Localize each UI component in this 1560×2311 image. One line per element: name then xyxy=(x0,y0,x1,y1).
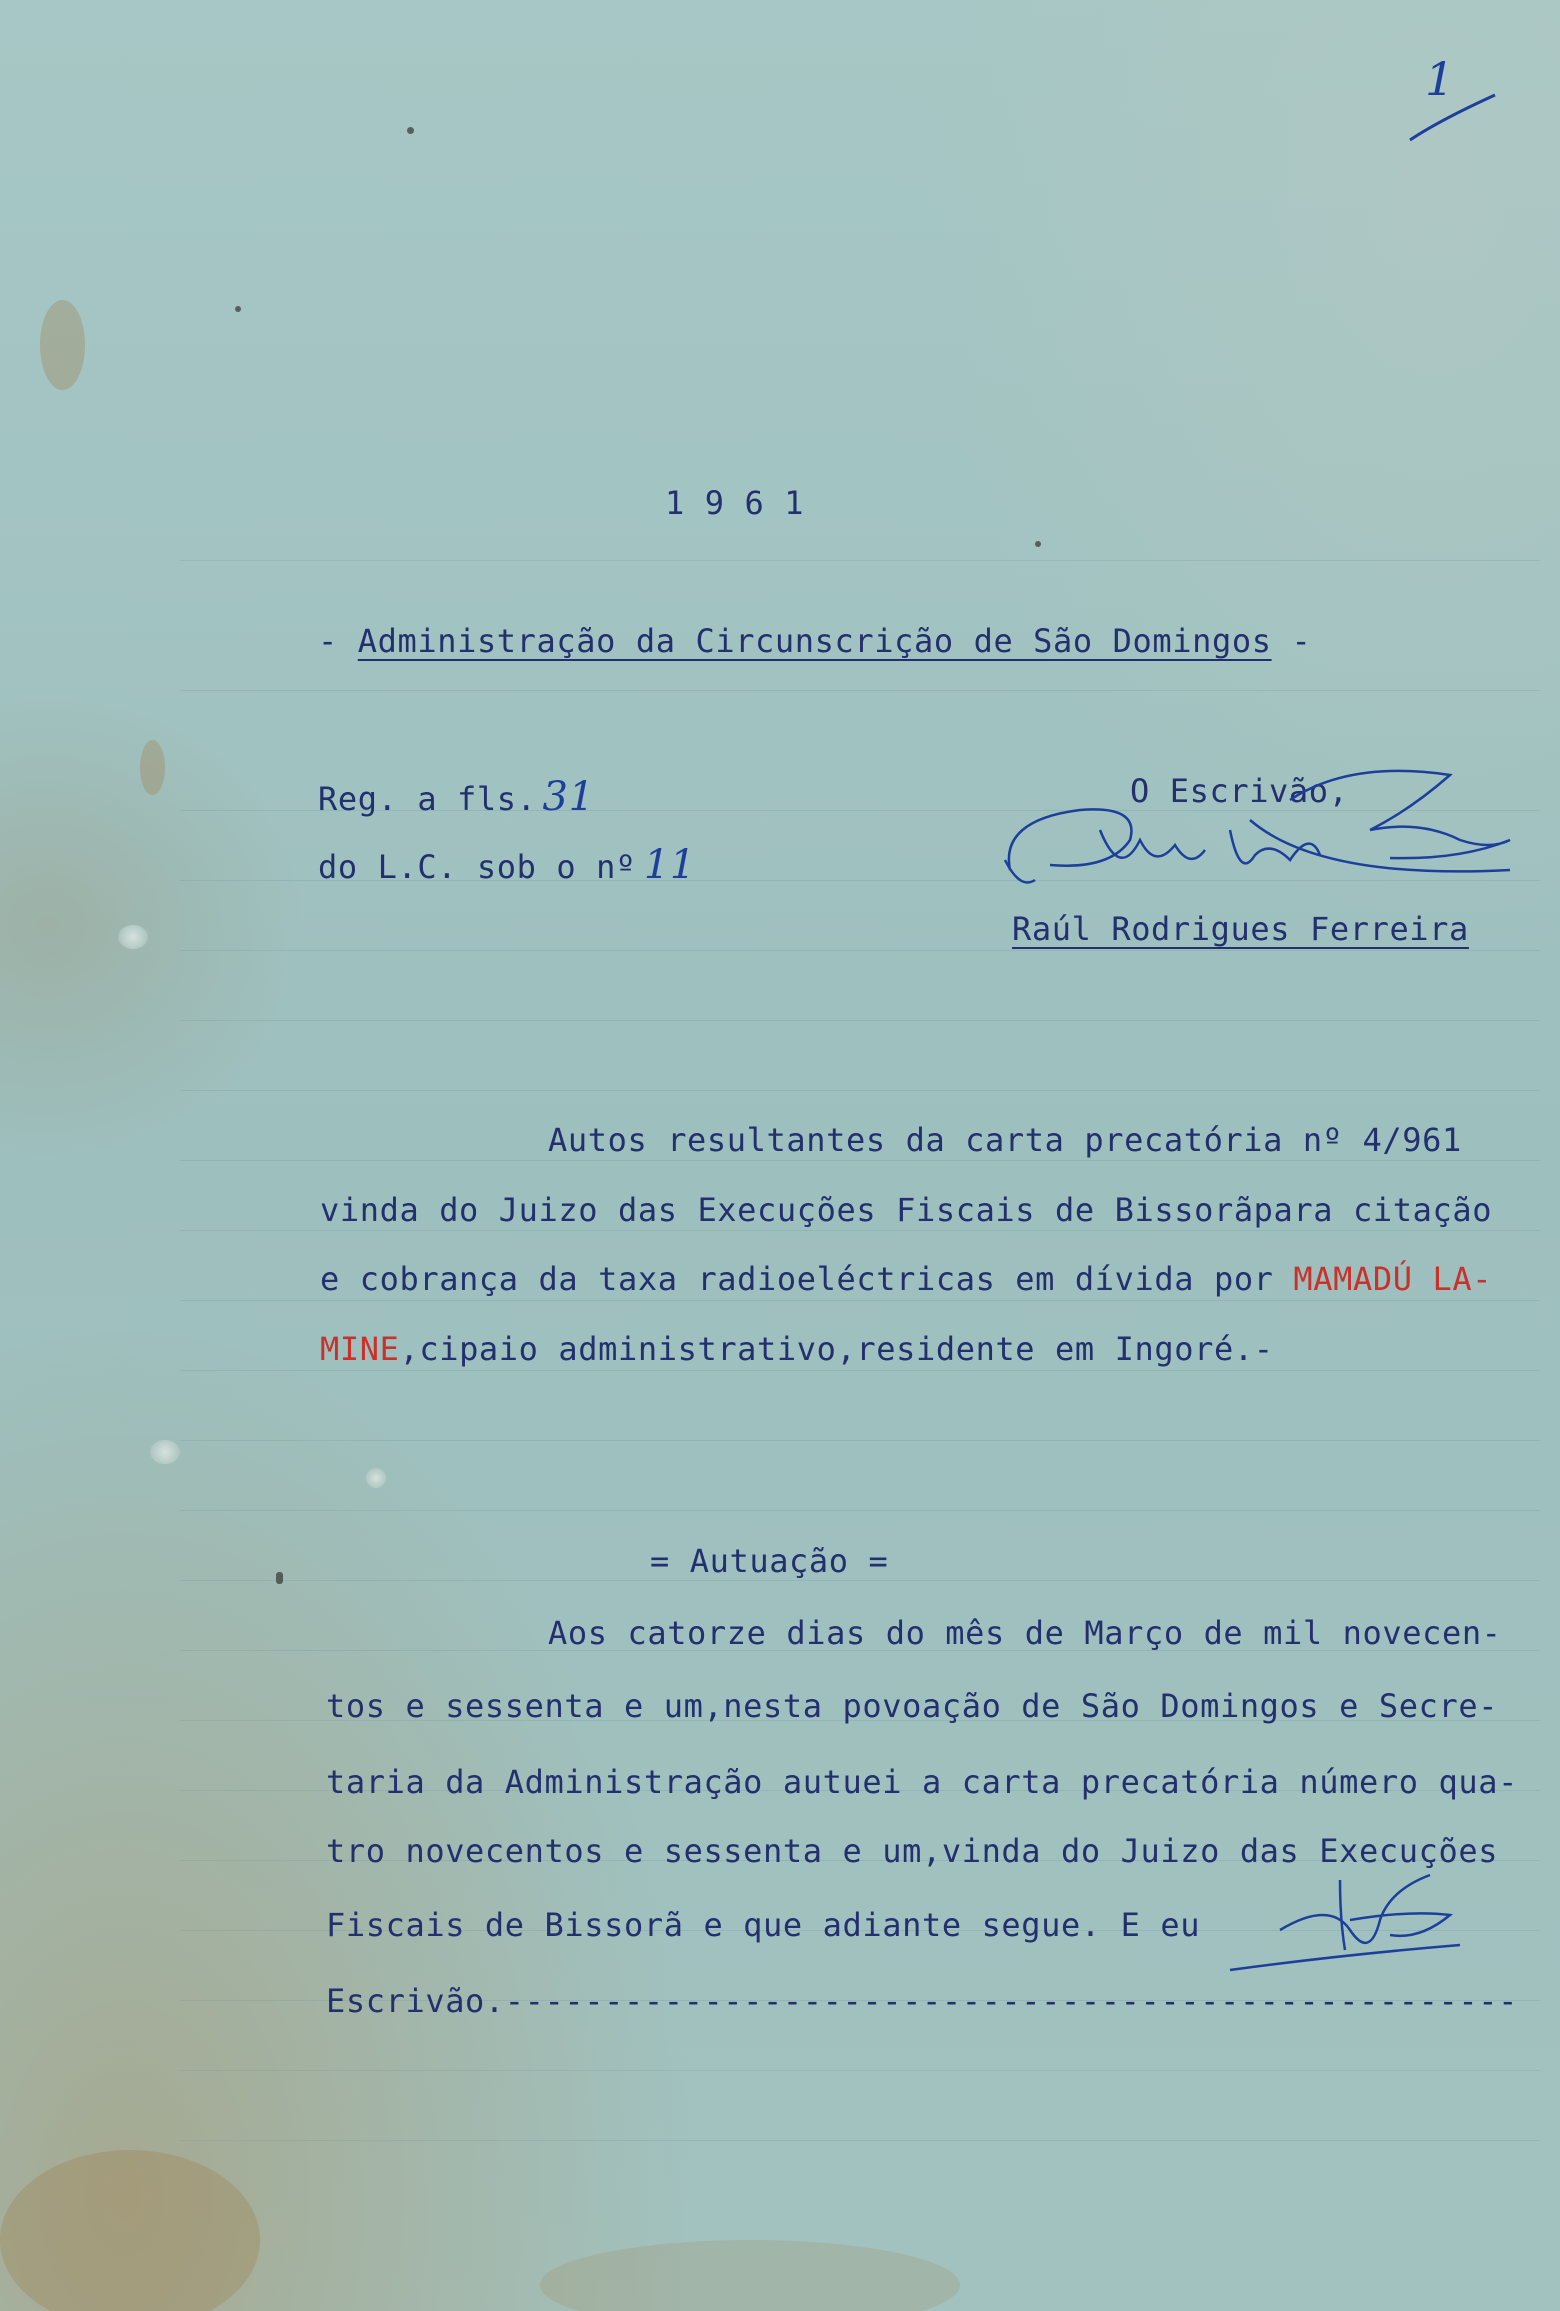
ink-spot xyxy=(276,1572,283,1584)
clerk-initials xyxy=(1220,1860,1480,1980)
paper-rule xyxy=(180,950,1540,951)
paper-rule xyxy=(180,1230,1540,1231)
paper-stain xyxy=(140,740,165,795)
summary-line-3 xyxy=(320,1260,1492,1298)
paper-stain xyxy=(540,2240,960,2311)
summary-line-4-text: ,cipaio administrativo,residente em Ingoré.- xyxy=(399,1330,1274,1368)
autuacao-line-1: Aos catorze dias do mês de Março de mil novecen- xyxy=(548,1614,1502,1652)
heading-dash-right: - xyxy=(1291,622,1312,660)
autuacao-line-5: Fiscais de Bissorã e que adiante segue. E eu xyxy=(326,1906,1201,1944)
heading-line xyxy=(318,622,1311,660)
page-number: 1 xyxy=(1425,52,1455,106)
paper-rule xyxy=(180,560,1540,561)
registration-fls-label: Reg. a fls. xyxy=(318,780,537,818)
ink-spot xyxy=(235,306,241,312)
heading-title: Administração da Circunscrição de São Domingos xyxy=(357,622,1272,660)
paper-stain xyxy=(0,2150,260,2311)
paper-rule xyxy=(180,1580,1540,1581)
registration-line-1 xyxy=(318,774,595,820)
ink-spot xyxy=(1035,541,1041,547)
punch-hole xyxy=(118,925,148,949)
paper-rule xyxy=(180,1020,1540,1021)
paper-rule xyxy=(180,2070,1540,2071)
paper-rule xyxy=(180,1300,1540,1301)
paper-rule xyxy=(180,1090,1540,1091)
paper-rule xyxy=(180,1370,1540,1371)
autuacao-line-3: taria da Administração autuei a carta precatória número qua- xyxy=(326,1763,1518,1801)
paper-rule xyxy=(180,1510,1540,1511)
autuacao-line-2: tos e sessenta e um,nesta povoação de São Domingos e Secre- xyxy=(326,1687,1499,1725)
registration-fls-value: 31 xyxy=(542,774,595,820)
clerk-signature xyxy=(990,760,1530,910)
summary-line-3-text: e cobrança da taxa radioeléctricas em dívida por xyxy=(320,1260,1294,1298)
paper-rule xyxy=(180,1440,1540,1441)
paper-rule xyxy=(180,690,1540,691)
clerk-title: O Escrivão, xyxy=(1130,772,1349,810)
paper-rule xyxy=(180,1160,1540,1161)
summary-line-2: vinda do Juizo das Execuções Fiscais de Bissorãpara citação xyxy=(320,1191,1493,1229)
heading-dash-left: - xyxy=(318,622,338,660)
autuacao-heading: = Autuação = xyxy=(650,1542,889,1580)
summary-line-1: Autos resultantes da carta precatória nº 4/961 xyxy=(548,1121,1462,1159)
debtor-name-part-1: MAMADÚ LA- xyxy=(1293,1260,1493,1298)
year-heading: 1 9 6 1 xyxy=(665,484,805,522)
punch-hole xyxy=(150,1440,180,1464)
ink-spot xyxy=(407,127,414,134)
debtor-name-part-2: MINE xyxy=(320,1330,400,1368)
clerk-name: Raúl Rodrigues Ferreira xyxy=(1012,910,1469,948)
registration-line-2 xyxy=(318,842,696,888)
paper-stain xyxy=(40,300,85,390)
paper-rule xyxy=(180,2140,1540,2141)
autuacao-line-4: tro novecentos e sessenta e um,vinda do Juizo das Execuções xyxy=(326,1832,1499,1870)
autuacao-line-6: Escrivão.--------------------------------------------------- xyxy=(326,1982,1518,2020)
registration-number-value: 11 xyxy=(643,842,696,888)
registration-number-label: do L.C. sob o nº xyxy=(318,848,636,886)
punch-hole xyxy=(366,1468,386,1488)
summary-line-4 xyxy=(320,1330,1274,1368)
